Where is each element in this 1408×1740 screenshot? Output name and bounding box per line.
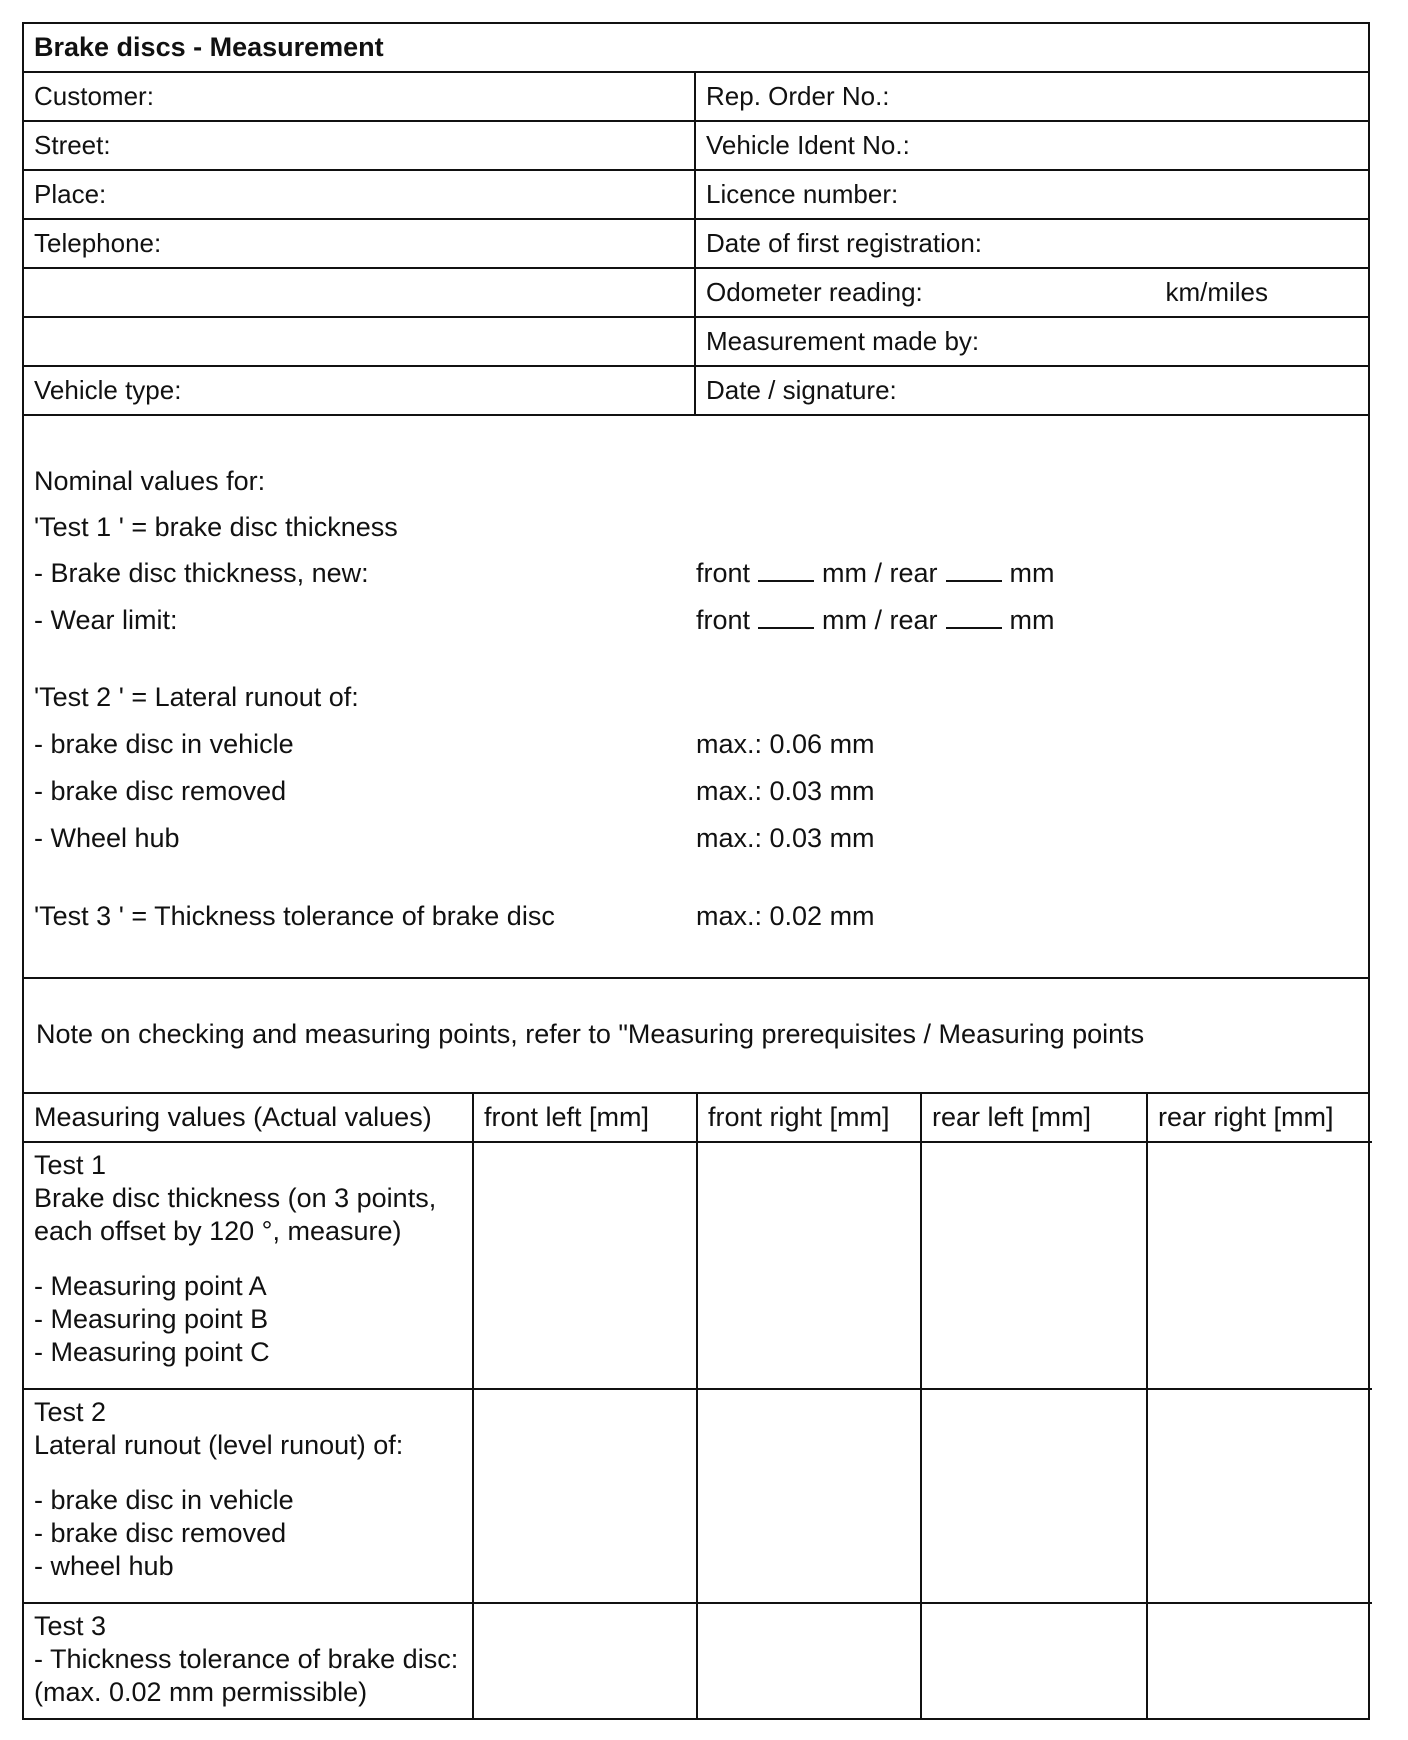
mm-label: mm (1009, 605, 1055, 635)
test2-front-right-cell[interactable] (697, 1389, 921, 1603)
front-label: front (696, 605, 751, 635)
test1-description-cell (24, 1142, 473, 1389)
first-registration-field[interactable]: Date of first registration: (706, 228, 982, 258)
runout-hub-label: - Wheel hub (34, 823, 180, 853)
odometer-label: Odometer reading: (706, 277, 923, 307)
nominal-values-section (24, 416, 1368, 979)
nominal-heading-text: Nominal values for: (34, 466, 266, 496)
vehicle-type-row (24, 367, 1368, 416)
test1-points (34, 1270, 462, 1369)
test3-desc: - Thickness tolerance of brake disc: (max. 0.02 mm permissible) (34, 1644, 459, 1707)
test3-description-cell (24, 1603, 473, 1718)
odometer-field[interactable] (696, 269, 1368, 316)
test1-rear-right-cell[interactable] (1147, 1142, 1372, 1389)
runout-removed-value: max.: 0.03 mm (696, 776, 875, 806)
header-rear-left: rear left [mm] (921, 1094, 1147, 1142)
test2-front-left-cell[interactable] (473, 1389, 697, 1603)
test3-front-left-cell[interactable] (473, 1603, 697, 1718)
date-signature-field[interactable]: Date / signature: (706, 375, 897, 405)
vehicle-ident-field[interactable]: Vehicle Ident No.: (706, 130, 910, 160)
wear-limit-values (696, 605, 1055, 636)
nominal-heading (34, 466, 1358, 497)
wear-limit-line (34, 605, 1358, 636)
street-row (24, 122, 1368, 171)
test2-rear-left-cell[interactable] (921, 1389, 1147, 1603)
test1-point-b: - Measuring point B (34, 1304, 269, 1334)
runout-vehicle-value: max.: 0.06 mm (696, 729, 875, 759)
blank-field-1[interactable] (24, 269, 696, 316)
test2-point-removed: - brake disc removed (34, 1518, 287, 1548)
street-field[interactable]: Street: (24, 122, 696, 169)
test1-rear-left-cell[interactable] (921, 1142, 1147, 1389)
thickness-new-values (696, 558, 1055, 589)
mm-label: mm (1009, 558, 1055, 588)
table-row-test1 (24, 1142, 1372, 1389)
table-header-row (24, 1094, 1372, 1142)
header-front-left: front left [mm] (473, 1094, 697, 1142)
rear-new-blank[interactable] (946, 558, 1002, 582)
brake-disc-measurement-form (22, 22, 1370, 1720)
mm-rear-label: mm / rear (822, 605, 938, 635)
measured-by-row (24, 318, 1368, 367)
test2-description-cell (24, 1389, 473, 1603)
test1-point-a: - Measuring point A (34, 1271, 267, 1301)
test2-point-hub: - wheel hub (34, 1551, 174, 1581)
header-front-right: front right [mm] (697, 1094, 921, 1142)
thickness-new-line (34, 558, 1358, 589)
test2-points (34, 1484, 462, 1583)
odometer-row (24, 269, 1368, 318)
wear-limit-label: - Wear limit: (34, 605, 178, 635)
test3-nominal-line (34, 901, 1358, 932)
test2-title: Test 2 (34, 1397, 107, 1427)
test2-desc: Lateral runout (level runout) of: (34, 1430, 404, 1460)
odometer-unit: km/miles (1165, 277, 1268, 307)
runout-removed-line (34, 776, 1358, 807)
test1-nominal-text: 'Test 1 ' = brake disc thickness (34, 512, 398, 542)
place-row (24, 171, 1368, 220)
test1-front-left-cell[interactable] (473, 1142, 697, 1389)
test2-nominal-label (34, 682, 1358, 713)
front-wear-blank[interactable] (758, 605, 814, 629)
rear-wear-blank[interactable] (946, 605, 1002, 629)
test2-point-vehicle: - brake disc in vehicle (34, 1485, 294, 1515)
test3-nominal-value: max.: 0.02 mm (696, 901, 875, 931)
test2-rear-right-cell[interactable] (1147, 1389, 1372, 1603)
vehicle-type-field[interactable]: Vehicle type: (24, 367, 696, 414)
place-field[interactable]: Place: (24, 171, 696, 218)
runout-removed-label: - brake disc removed (34, 776, 287, 806)
test1-nominal-label (34, 512, 1358, 543)
measuring-values-table (24, 1094, 1372, 1718)
test1-point-c: - Measuring point C (34, 1337, 270, 1367)
test1-title: Test 1 (34, 1150, 107, 1180)
test1-desc: Brake disc thickness (on 3 points, each offset by 120 °, measure) (34, 1183, 437, 1246)
runout-vehicle-label: - brake disc in vehicle (34, 729, 294, 759)
header-rear-right: rear right [mm] (1147, 1094, 1372, 1142)
measured-by-field[interactable]: Measurement made by: (706, 326, 980, 356)
test3-rear-left-cell[interactable] (921, 1603, 1147, 1718)
form-title: Brake discs - Measurement (34, 32, 384, 62)
runout-hub-line (34, 823, 1358, 854)
table-row-test2 (24, 1389, 1372, 1603)
front-new-blank[interactable] (758, 558, 814, 582)
test3-front-right-cell[interactable] (697, 1603, 921, 1718)
test3-nominal-label: 'Test 3 ' = Thickness tolerance of brake disc (34, 901, 555, 931)
runout-vehicle-line (34, 729, 1358, 760)
test2-nominal-text: 'Test 2 ' = Lateral runout of: (34, 682, 359, 712)
test3-title: Test 3 (34, 1611, 107, 1641)
form-title-row (24, 24, 1368, 73)
licence-number-field[interactable]: Licence number: (706, 179, 899, 209)
front-label: front (696, 558, 751, 588)
blank-field-2[interactable] (24, 318, 696, 365)
rep-order-field[interactable]: Rep. Order No.: (706, 81, 890, 111)
header-measuring-values: Measuring values (Actual values) (24, 1094, 473, 1142)
customer-row (24, 73, 1368, 122)
measuring-points-note: Note on checking and measuring points, refer to "Measuring prerequisites / Measuring points (24, 979, 1368, 1094)
telephone-row (24, 220, 1368, 269)
thickness-new-label: - Brake disc thickness, new: (34, 558, 369, 588)
runout-hub-value: max.: 0.03 mm (696, 823, 875, 853)
telephone-field[interactable]: Telephone: (24, 220, 696, 267)
customer-field[interactable]: Customer: (24, 73, 696, 120)
table-row-test3 (24, 1603, 1372, 1718)
mm-rear-label: mm / rear (822, 558, 938, 588)
test1-front-right-cell[interactable] (697, 1142, 921, 1389)
test3-rear-right-cell[interactable] (1147, 1603, 1372, 1718)
